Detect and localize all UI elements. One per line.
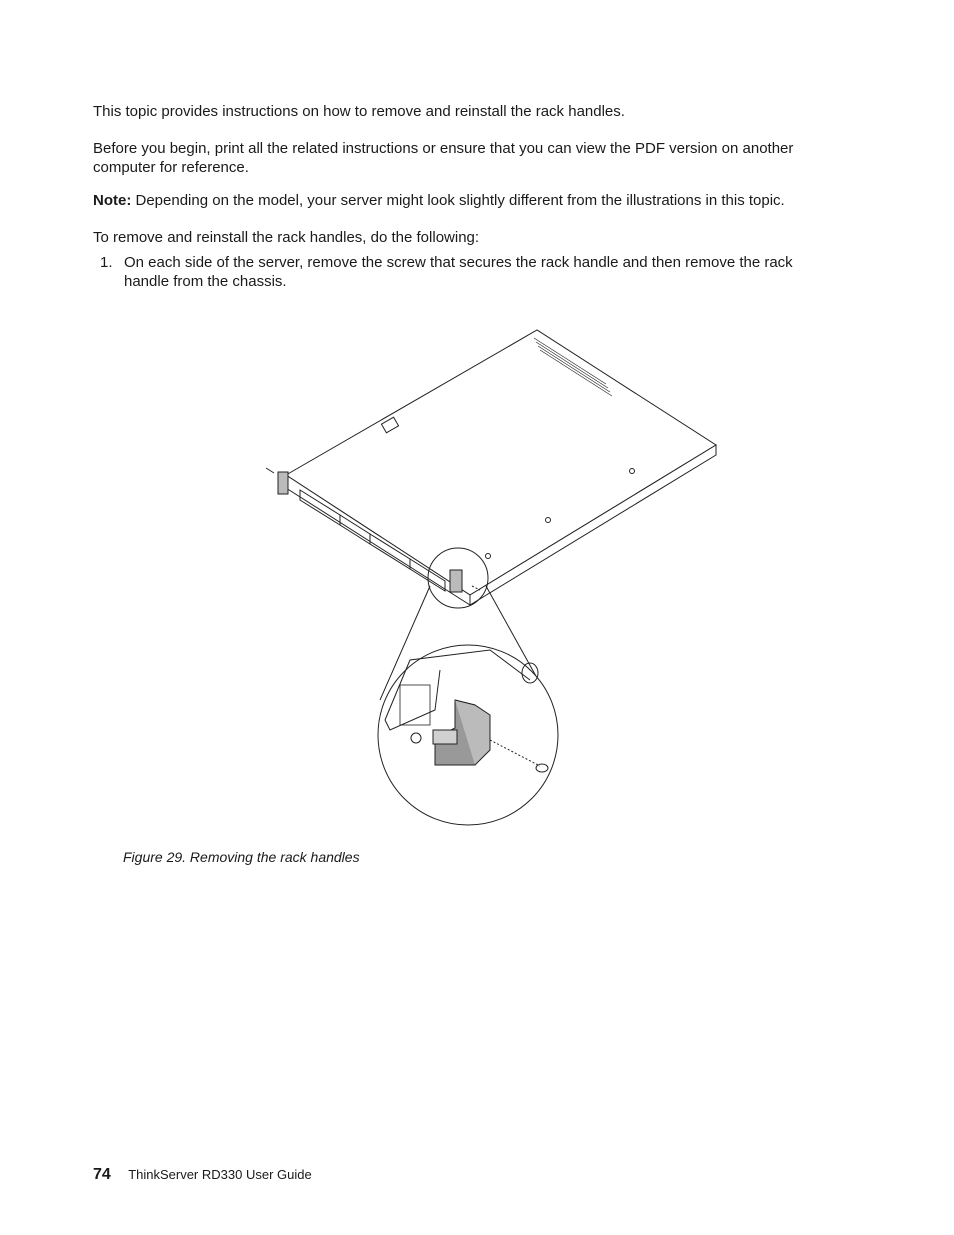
- page-footer: [93, 1166, 312, 1184]
- step-text: On each side of the server, remove the screw that secures the rack handle and then remove the rack handle from the chassis.: [124, 254, 793, 290]
- page-number: 74: [93, 1166, 111, 1183]
- document-title: ThinkServer RD330 User Guide: [128, 1167, 312, 1182]
- server-drawing: [240, 320, 740, 840]
- figure-caption: Figure 29. Removing the rack handles: [123, 849, 360, 865]
- lead-paragraph: To remove and reinstall the rack handles, do the following:: [93, 229, 480, 246]
- note-text: Depending on the model, your server might look slightly different from the illustrations in this topic.: [135, 192, 785, 209]
- note-label: Note:: [93, 192, 132, 209]
- rack-handle-illustration: [240, 320, 740, 840]
- intro-paragraph: This topic provides instructions on how to remove and reinstall the rack handles.: [93, 103, 625, 120]
- before-paragraph: Before you begin, print all the related instructions or ensure that you can view the PDF version on another computer for reference.: [93, 140, 794, 176]
- step-number: 1.: [100, 254, 113, 271]
- note-paragraph: [93, 191, 853, 210]
